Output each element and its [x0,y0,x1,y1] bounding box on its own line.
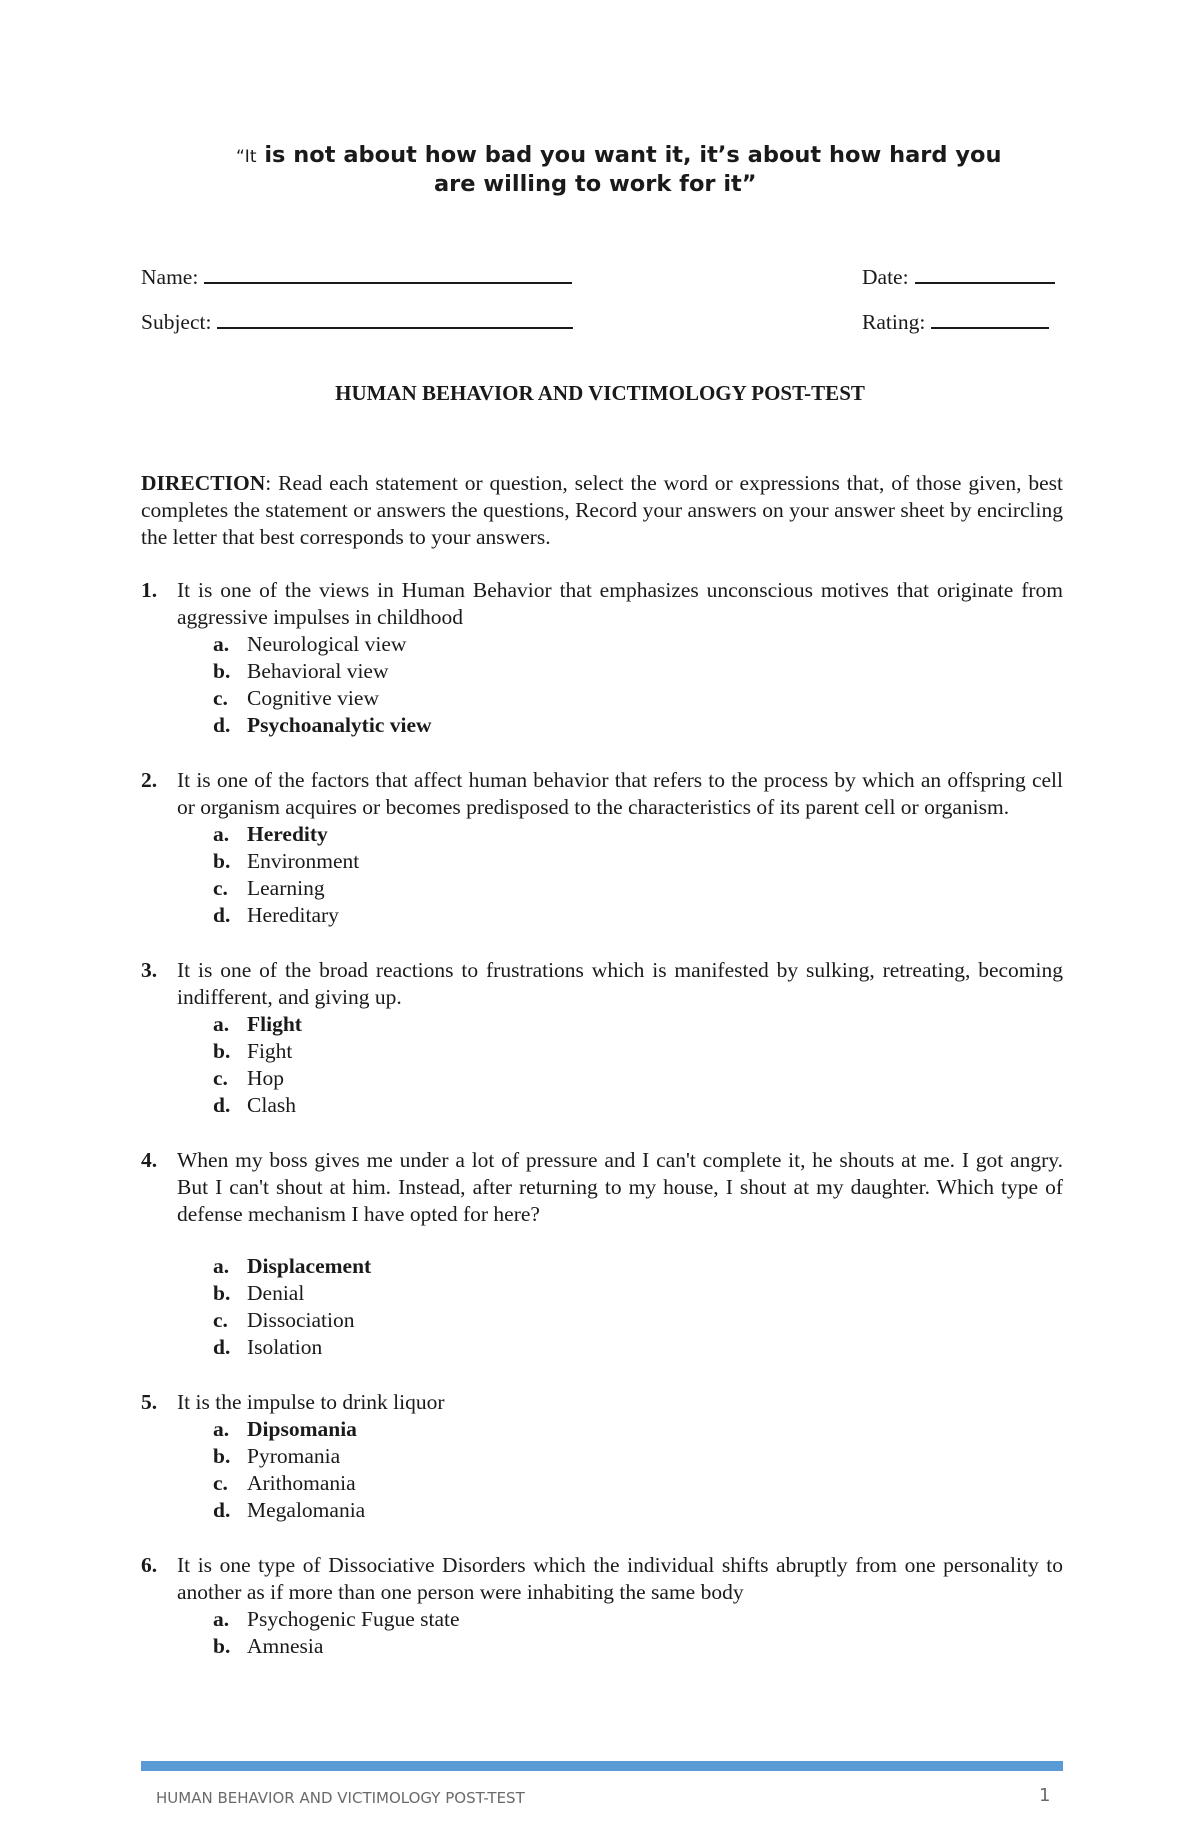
option-text: Cognitive view [247,686,379,710]
name-label: Name: [141,265,199,289]
option-letter: a. [213,1607,230,1631]
option-d[interactable] [213,712,1063,739]
question-number: 4. [141,1148,158,1172]
question-number: 6. [141,1553,158,1577]
question-6 [141,1552,1063,1660]
option-letter: b. [213,849,231,873]
option-c[interactable] [213,875,1063,902]
question-number: 2. [141,768,158,792]
question-stem: It is the impulse to drink liquor [177,1390,445,1414]
quote-line-1 [236,141,1001,172]
option-text: Denial [247,1281,305,1305]
question-number: 3. [141,958,158,982]
option-text: Hop [247,1066,285,1090]
option-list [213,821,1063,929]
subject-blank[interactable] [217,307,573,329]
option-letter: d. [213,1335,231,1359]
subject-field[interactable] [141,307,573,336]
page-number: 1 [1039,1785,1051,1806]
subject-label: Subject: [141,310,212,334]
option-b[interactable] [213,1280,1063,1307]
option-letter: a. [213,632,230,656]
option-text: Environment [247,849,360,873]
footer-title: HUMAN BEHAVIOR AND VICTIMOLOGY POST-TEST [156,1789,525,1807]
option-text: Clash [247,1093,296,1117]
option-list [213,1416,1063,1524]
option-letter: d. [213,1498,231,1522]
question-stem: It is one of the broad reactions to frustrations which is manifested by sulking, retreating, becoming indifferent, and giving up. [177,958,1063,1009]
question-stem: It is one type of Dissociative Disorders which the individual shifts abruptly from one personality to another as if more than one person were inhabiting the same body [177,1553,1063,1604]
page-title: HUMAN BEHAVIOR AND VICTIMOLOGY POST-TEST [335,381,865,405]
option-c[interactable] [213,1065,1063,1092]
rating-blank[interactable] [931,307,1049,329]
option-letter: c. [213,1471,228,1495]
rating-field[interactable] [862,307,1049,336]
rating-label: Rating: [862,310,926,334]
option-d[interactable] [213,1092,1063,1119]
quote-line-1-text: is not about how bad you want it, it’s about how hard you [256,142,1002,168]
option-d[interactable] [213,1497,1063,1524]
option-b[interactable] [213,848,1063,875]
option-letter: b. [213,659,231,683]
direction-text: : Read each statement or question, select the word or expressions that, of those given, best completes the statement or answers the questions, Record your answers on your answer sheet by encircling the letter that best corresponds to your answers. [141,471,1063,549]
question-number: 1. [141,578,158,602]
option-b[interactable] [213,1038,1063,1065]
option-text: Heredity [247,822,328,846]
option-text: Psychoanalytic view [247,713,432,737]
option-list [213,1606,1063,1660]
option-letter: d. [213,713,231,737]
option-b[interactable] [213,1633,1063,1660]
option-text: Dipsomania [247,1417,357,1441]
option-letter: d. [213,903,231,927]
option-b[interactable] [213,1443,1063,1470]
footer-accent-bar [141,1761,1063,1771]
option-letter: d. [213,1093,231,1117]
question-3 [141,957,1063,1119]
option-letter: b. [213,1281,231,1305]
option-text: Behavioral view [247,659,389,683]
option-a[interactable] [213,821,1063,848]
option-a[interactable] [213,1416,1063,1443]
option-text: Hereditary [247,903,339,927]
name-field[interactable] [141,262,572,291]
option-letter: a. [213,822,230,846]
option-list [213,1253,1063,1361]
quote-open: “It [236,147,257,167]
option-letter: c. [213,876,228,900]
direction-paragraph [141,470,1063,551]
date-blank[interactable] [915,262,1055,284]
option-d[interactable] [213,902,1063,929]
quote-line-2: are willing to work for it” [434,171,757,197]
option-text: Dissociation [247,1308,355,1332]
option-list [213,1011,1063,1119]
option-d[interactable] [213,1334,1063,1361]
question-4 [141,1147,1063,1361]
option-text: Neurological view [247,632,407,656]
option-list [213,631,1063,739]
option-letter: a. [213,1417,230,1441]
question-stem: It is one of the factors that affect human behavior that refers to the process by which an offspring cell or organism acquires or becomes predisposed to the characteristics of its parent cell or organism. [177,768,1063,819]
option-letter: c. [213,686,228,710]
date-field[interactable] [862,262,1055,291]
option-a[interactable] [213,1011,1063,1038]
direction-label: DIRECTION [141,471,266,495]
option-c[interactable] [213,1470,1063,1497]
option-text: Learning [247,876,325,900]
option-letter: a. [213,1254,230,1278]
question-2 [141,767,1063,929]
option-text: Isolation [247,1335,323,1359]
option-a[interactable] [213,1253,1063,1280]
option-text: Pyromania [247,1444,341,1468]
option-c[interactable] [213,685,1063,712]
option-text: Arithomania [247,1471,356,1495]
question-spacer [141,1228,1063,1253]
question-list [141,577,1063,1688]
option-text: Fight [247,1039,293,1063]
option-letter: c. [213,1308,228,1332]
question-number: 5. [141,1390,158,1414]
option-letter: c. [213,1066,228,1090]
option-a[interactable] [213,631,1063,658]
question-stem: When my boss gives me under a lot of pressure and I can't complete it, he shouts at me. I got angry. But I can't shout at him. Instead, after returning to my house, I shout at my daughter. Which type of defense mechanism I have opted for here? [177,1148,1063,1226]
option-text: Megalomania [247,1498,366,1522]
option-text: Displacement [247,1254,372,1278]
date-label: Date: [862,265,909,289]
option-a[interactable] [213,1606,1063,1633]
option-text: Amnesia [247,1634,324,1658]
option-text: Flight [247,1012,302,1036]
option-letter: b. [213,1634,231,1658]
option-b[interactable] [213,658,1063,685]
option-c[interactable] [213,1307,1063,1334]
option-letter: a. [213,1012,230,1036]
name-blank[interactable] [204,262,572,284]
question-stem: It is one of the views in Human Behavior that emphasizes unconscious motives that originate from aggressive impulses in childhood [177,578,1063,629]
option-text: Psychogenic Fugue state [247,1607,460,1631]
option-letter: b. [213,1039,231,1063]
question-1 [141,577,1063,739]
question-5 [141,1389,1063,1524]
option-letter: b. [213,1444,231,1468]
